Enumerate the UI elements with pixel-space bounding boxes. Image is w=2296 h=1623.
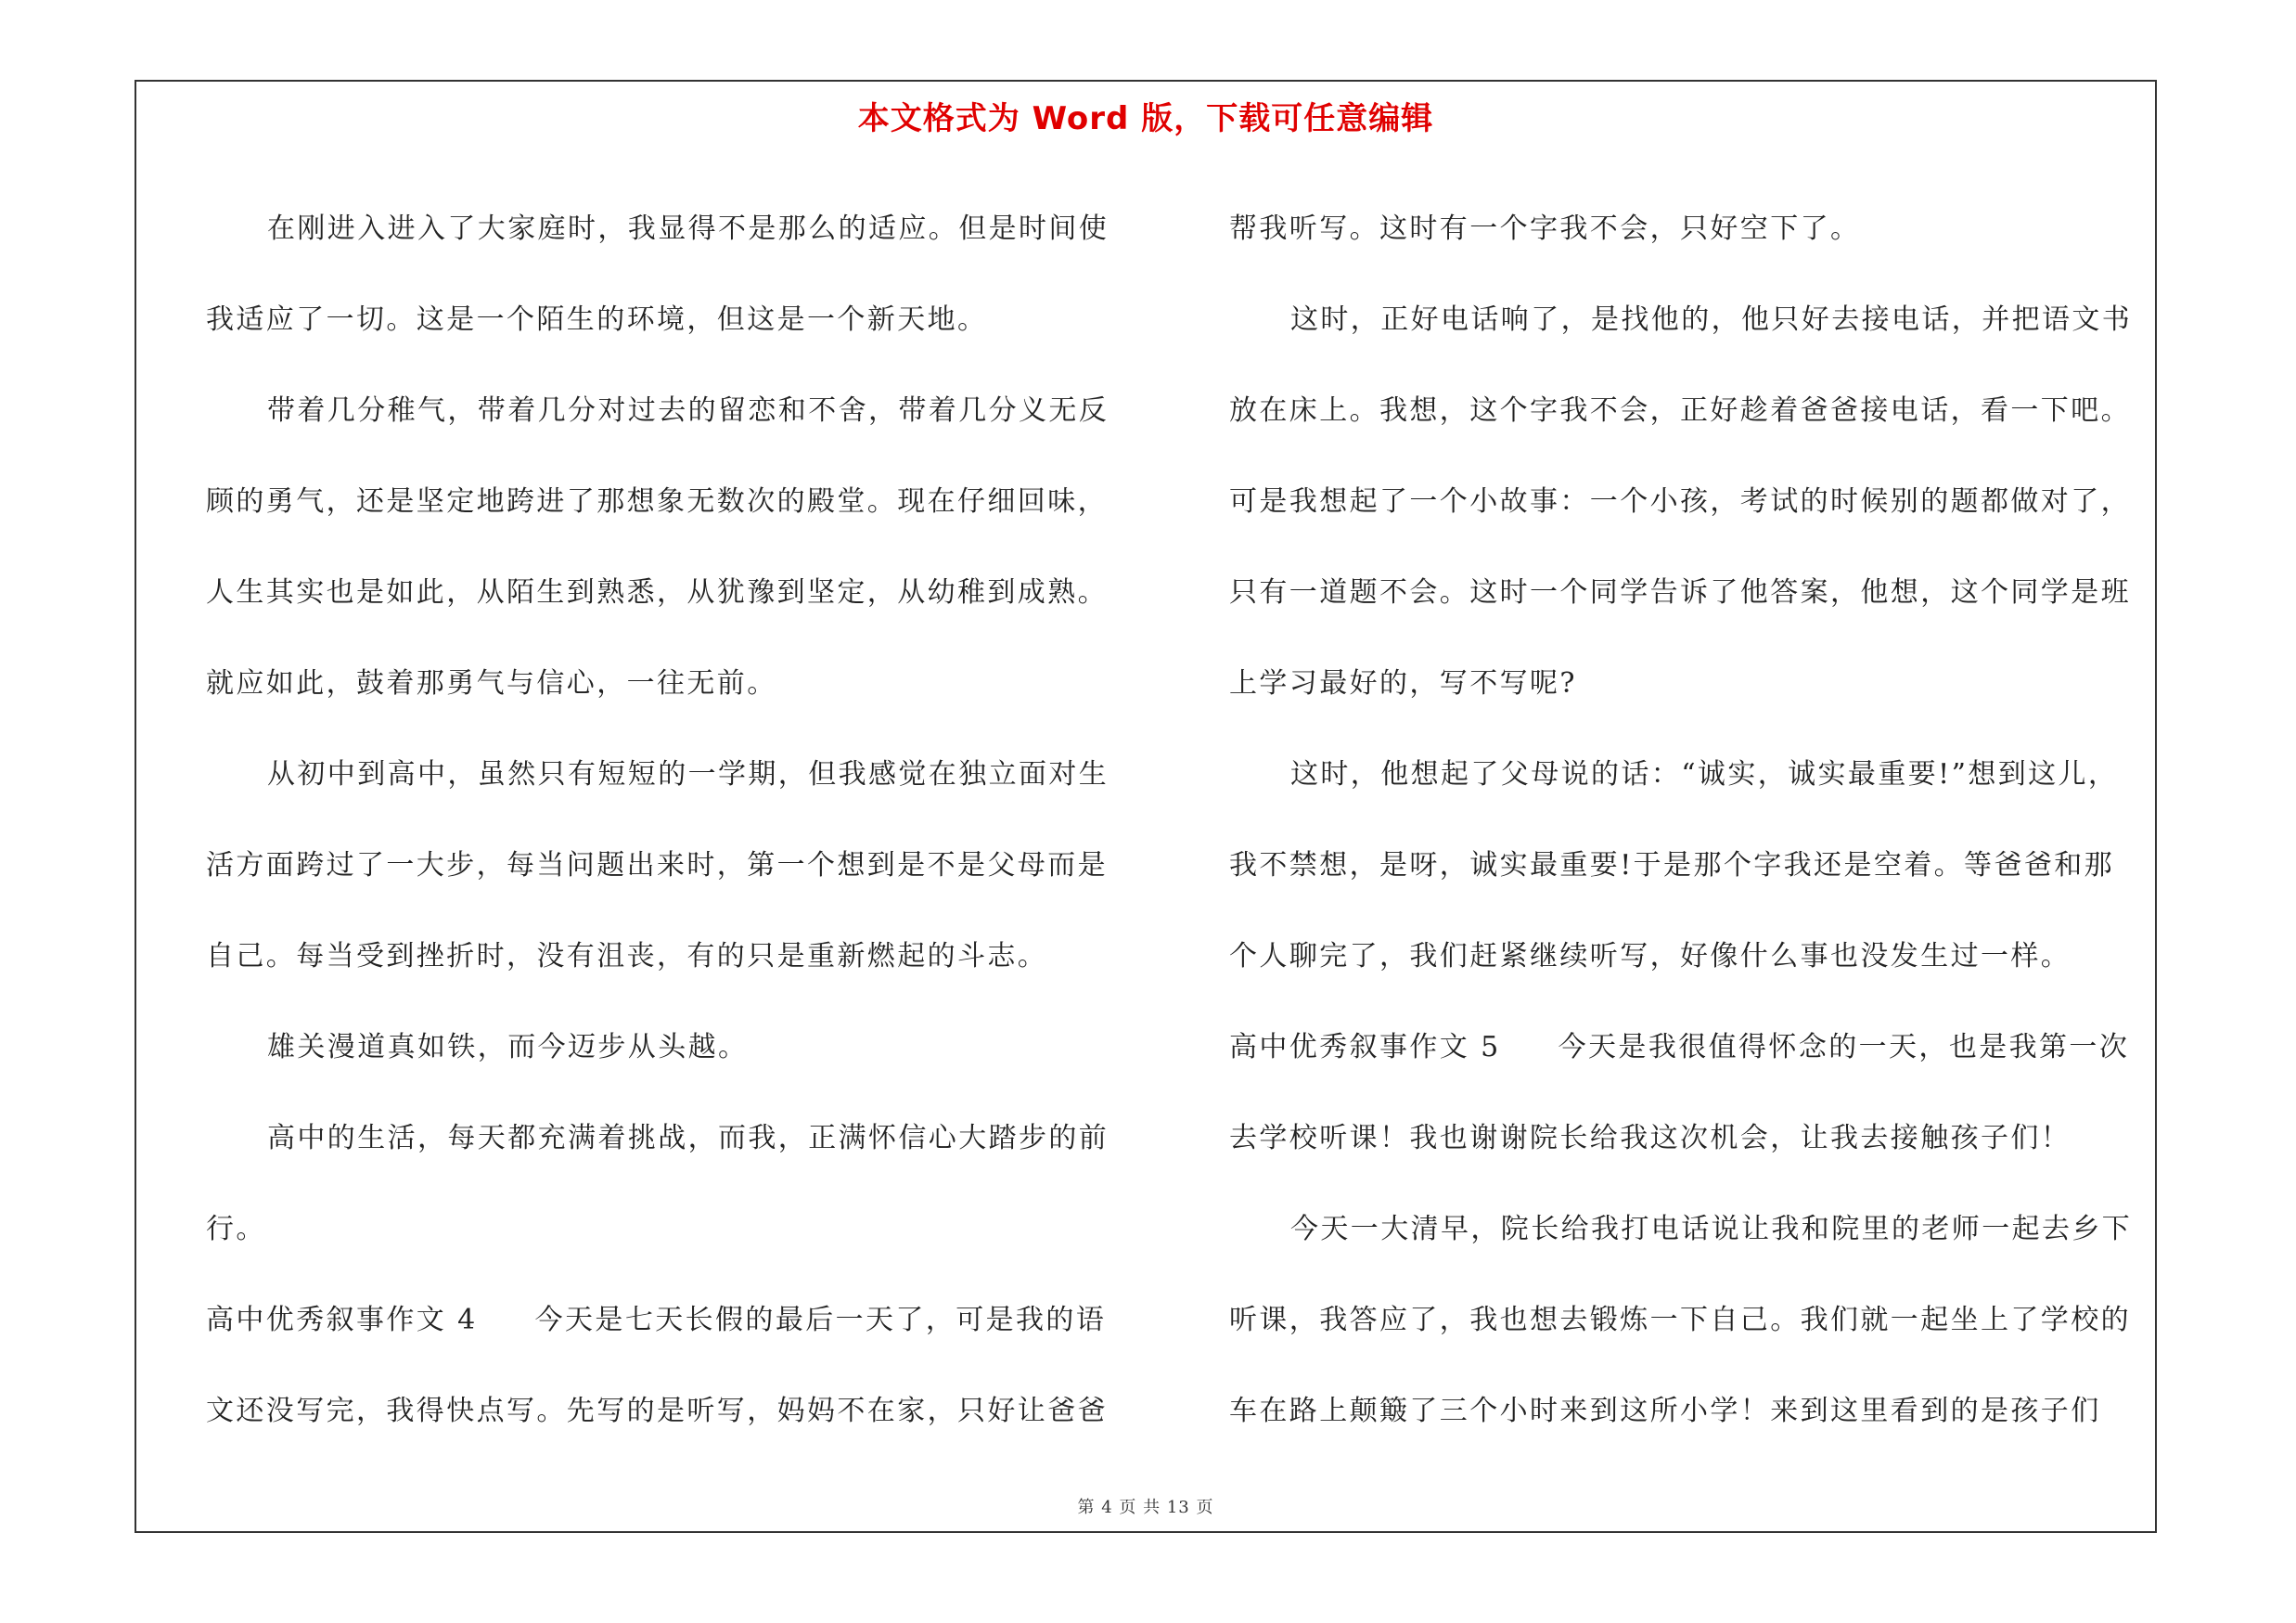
text-line: 今天一大清早，院长给我打电话说让我和院里的老师一起去乡下 [1290,1213,2133,1245]
text-line: 去学校听课！我也谢谢院长给我这次机会，让我去接触孩子们！ [1229,1122,2072,1154]
text-line: 活方面跨过了一大步，每当问题出来时，第一个想到是不是父母而是 [206,849,1108,882]
section-heading-5: 高中优秀叙事作文 5 [1229,1031,1501,1063]
text-line: 只有一道题不会。这时一个同学告诉了他答案，他想，这个同学是班 [1229,576,2131,609]
text-line: 帮我听写。这时有一个字我不会，只好空下了。 [1229,213,1861,245]
text-line: 这时，他想起了父母说的话：“诚实，诚实最重要!”想到这儿， [1290,758,2119,791]
text-line: 我不禁想，是呀，诚实最重要!于是那个字我还是空着。等爸爸和那 [1229,849,2115,882]
text-line: 在刚进入进入了大家庭时，我显得不是那么的适应。但是时间使 [267,213,1110,245]
right-column [1229,184,2175,1457]
text-span: 今天是我很值得怀念的一天，也是我第一次 [1558,1031,2130,1063]
page-frame [135,80,2157,1533]
text-line: 放在床上。我想，这个字我不会，正好趁着爸爸接电话，看一下吧。 [1229,394,2131,427]
text-line: 带着几分稚气，带着几分对过去的留恋和不舍，带着几分义无反 [267,394,1110,427]
left-column [206,184,1152,1457]
text-line: 我适应了一切。这是一个陌生的环境，但这是一个新天地。 [206,303,988,336]
header-banner: 本文格式为 Word 版，下载可任意编辑 [857,100,1434,137]
text-line: 雄关漫道真如铁，而今迈步从头越。 [267,1031,749,1063]
text-line: 顾的勇气，还是坚定地跨进了那想象无数次的殿堂。现在仔细回味， [206,485,1108,518]
text-line: 行。 [206,1213,266,1245]
text-span: 今天是七天长假的最后一天了，可是我的语 [534,1304,1107,1336]
text-line: 从初中到高中，虽然只有短短的一学期，但我感觉在独立面对生 [267,758,1110,791]
text-line: 文还没写完，我得快点写。先写的是听写，妈妈不在家，只好让爸爸 [206,1395,1108,1427]
text-line: 个人聊完了，我们赶紧继续听写，好像什么事也没发生过一样。 [1229,940,2072,973]
text-line: 就应如此，鼓着那勇气与信心，一往无前。 [206,667,777,700]
text-line: 这时，正好电话响了，是找他的，他只好去接电话，并把语文书 [1290,303,2133,336]
section-heading-line [1229,1002,2175,1093]
text-line: 可是我想起了一个小故事：一个小孩，考试的时候别的题都做对了， [1229,485,2131,518]
text-line: 自己。每当受到挫折时，没有沮丧，有的只是重新燃起的斗志。 [206,940,1048,973]
text-line: 上学习最好的，写不写呢? [1229,667,1577,700]
section-heading-4: 高中优秀叙事作文 4 [206,1304,478,1336]
text-line: 听课，我答应了，我也想去锻炼一下自己。我们就一起坐上了学校的 [1229,1304,2131,1336]
text-line: 人生其实也是如此，从陌生到熟悉，从犹豫到坚定，从幼稚到成熟。 [206,576,1108,609]
page-footer: 第 4 页 共 13 页 [1077,1498,1214,1517]
text-line: 车在路上颠簸了三个小时来到这所小学！来到这里看到的是孩子们 [1229,1395,2101,1427]
text-line: 高中的生活，每天都充满着挑战，而我，正满怀信心大踏步的前 [267,1122,1110,1154]
section-heading-line [206,1275,1152,1366]
